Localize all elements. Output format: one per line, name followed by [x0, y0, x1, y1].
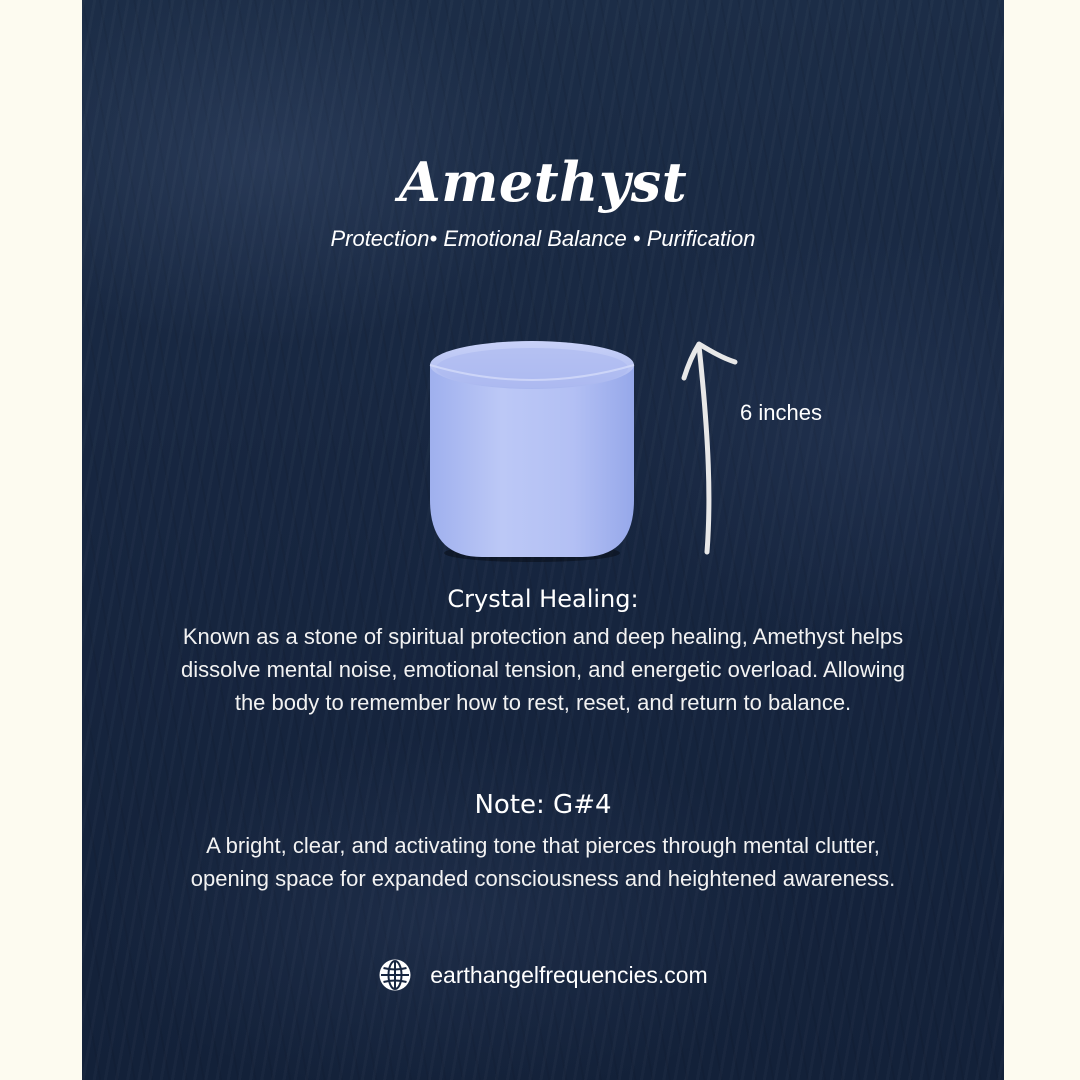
crystal-healing-text: Known as a stone of spiritual protection and deep healing, Amethyst helps dissolve mental noise, emotional tension, and energetic overload. Allowing the body to remember how to rest, reset, and return to balance.: [181, 624, 905, 715]
product-subtitle: Protection• Emotional Balance • Purification: [330, 226, 756, 251]
product-title: Amethyst: [398, 150, 688, 214]
crystal-healing-heading: Crystal Healing:: [447, 585, 639, 613]
height-arrow-icon: [677, 330, 747, 560]
website-link[interactable]: earthangelfrequencies.com: [430, 961, 708, 988]
website-footer: [82, 958, 1004, 992]
crystal-singing-bowl-image: [422, 325, 642, 565]
product-card: [82, 0, 1004, 1080]
note-text: A bright, clear, and activating tone that pierces through mental clutter, opening space for expanded consciousness and heightened awareness.: [190, 833, 896, 891]
measurement-label: 6 inches: [740, 400, 822, 425]
note-heading: Note: G#4: [474, 790, 612, 820]
globe-icon: [378, 958, 412, 992]
